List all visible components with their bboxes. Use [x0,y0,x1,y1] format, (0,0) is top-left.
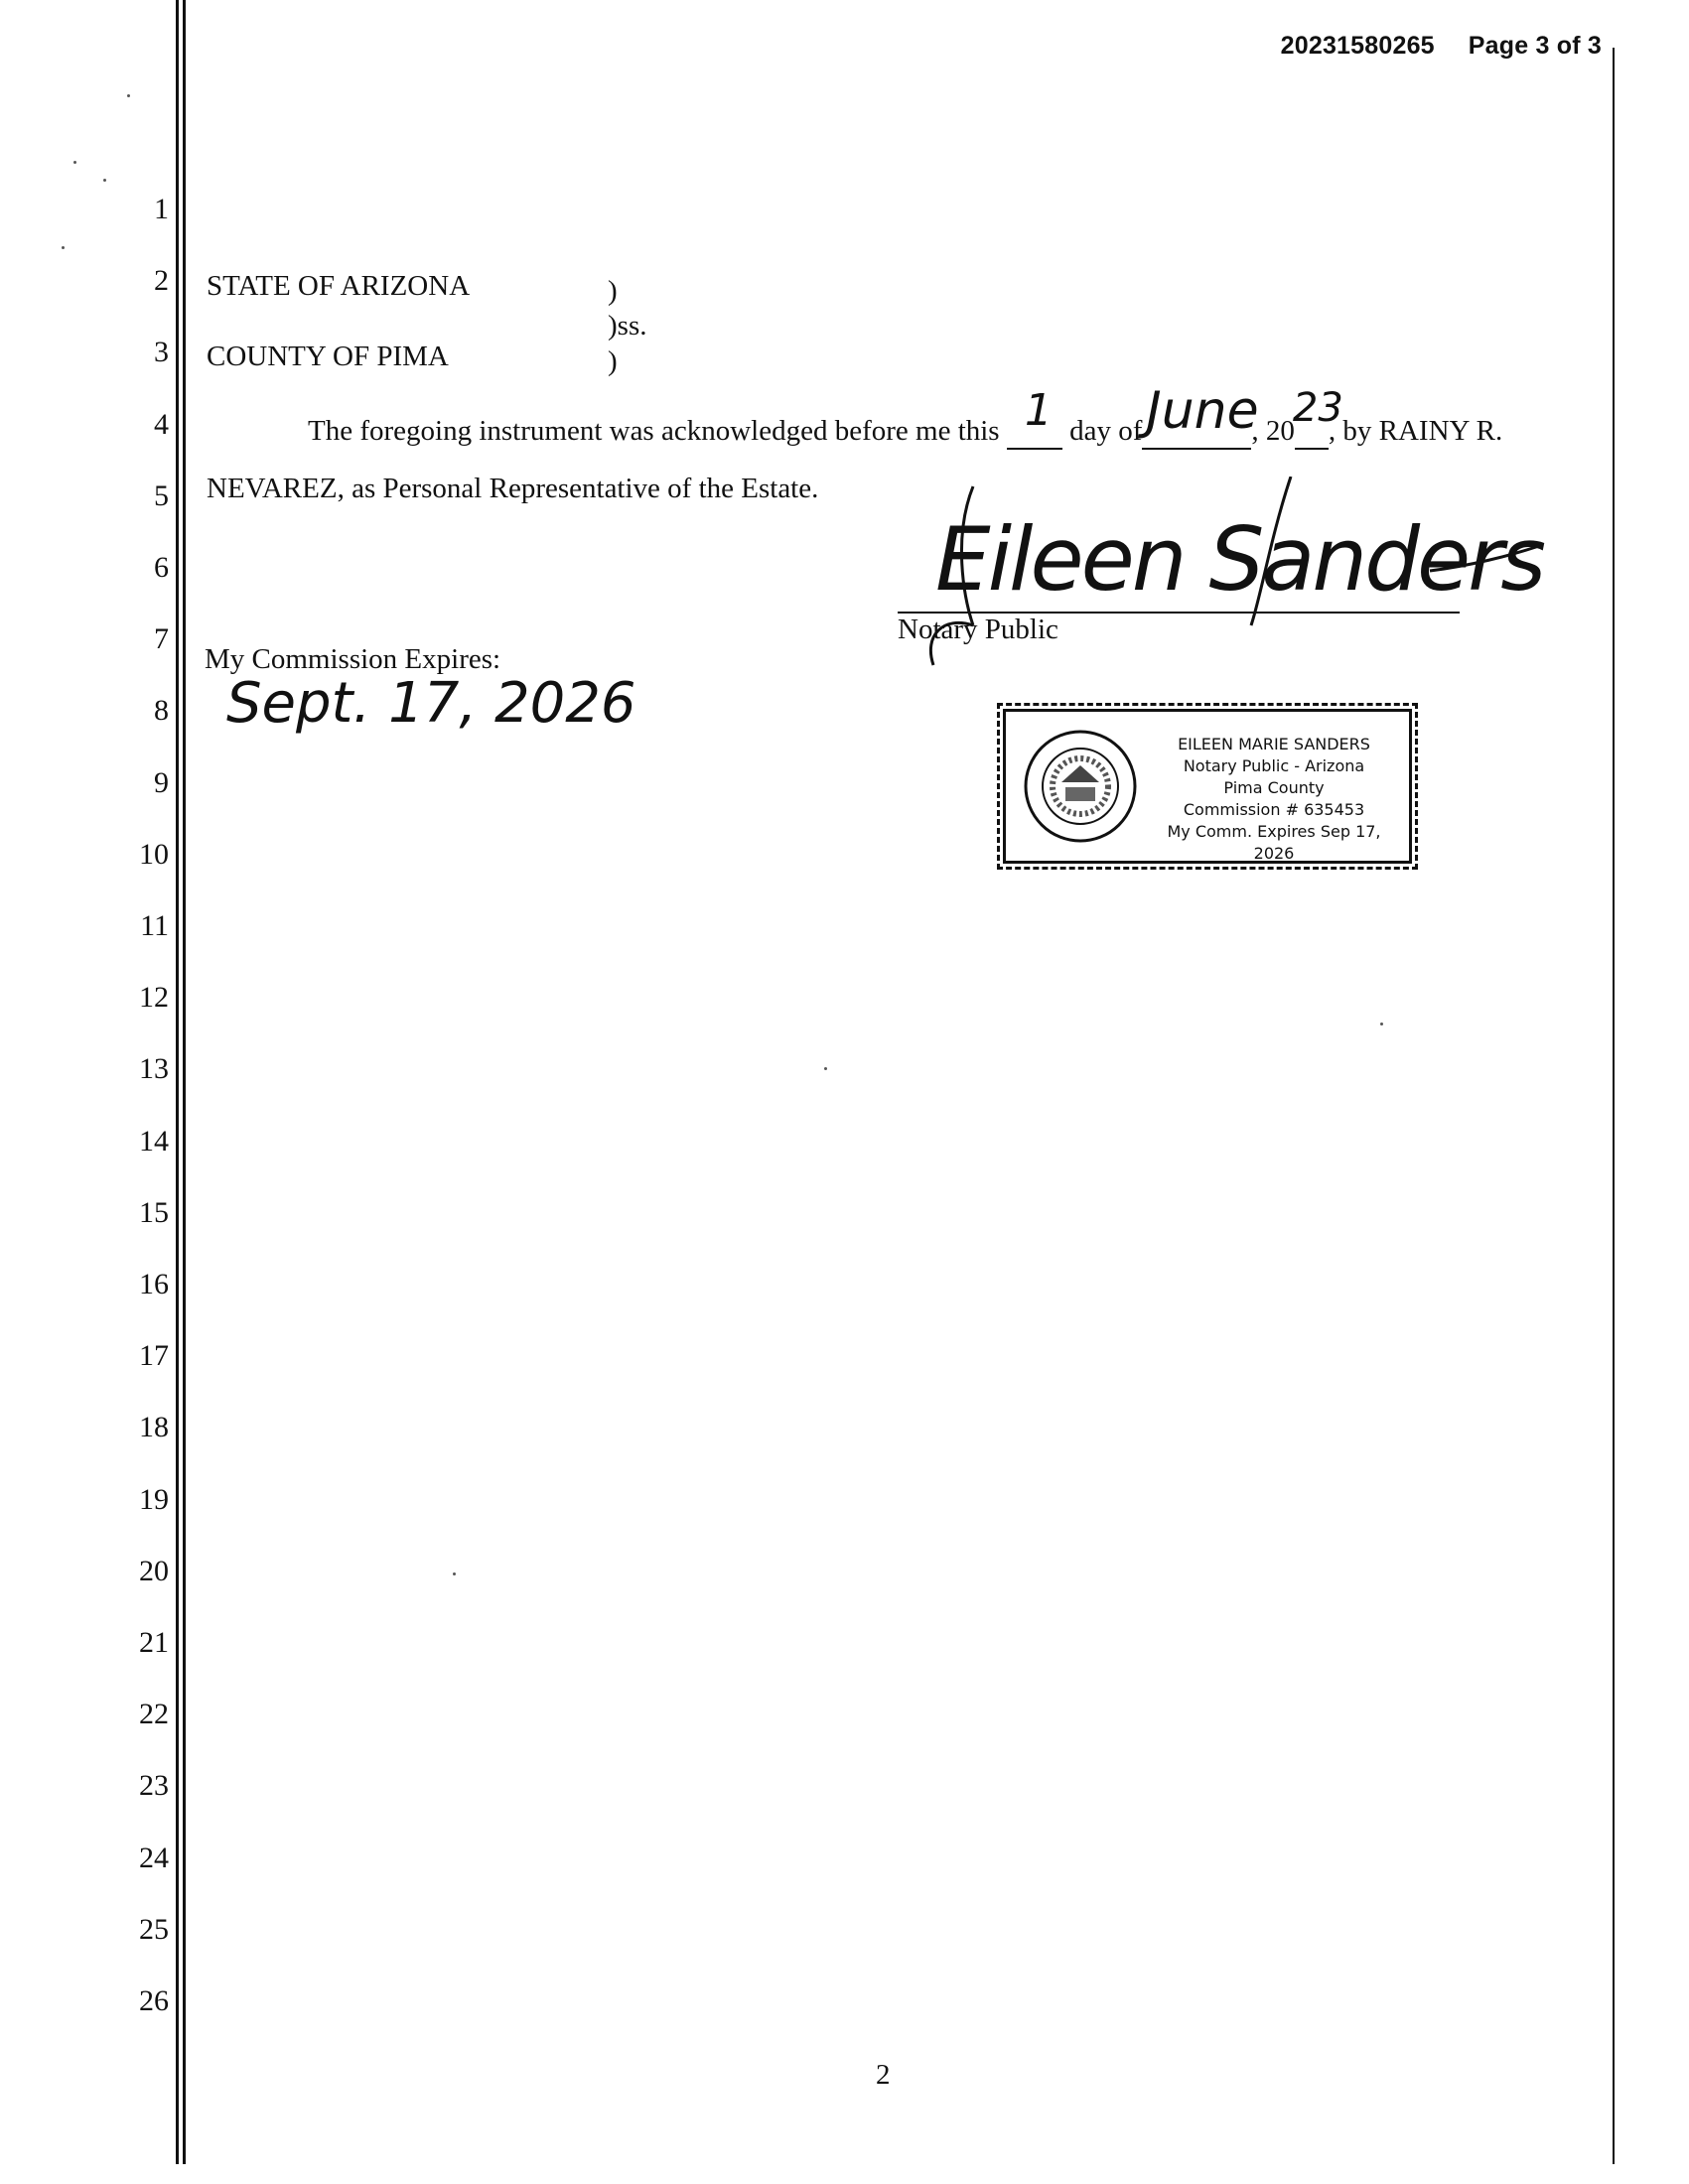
line-number: 11 [140,909,169,942]
line-number: 1 [154,193,169,225]
scan-speck [127,94,130,97]
stamp-expires: My Comm. Expires Sep 17, 2026 [1167,822,1381,863]
left-margin-rule-inner [183,0,186,2164]
venue-paren-ss: )ss. [608,310,647,341]
notary-signature-handwritten: Eileen Sanders [935,508,1544,611]
ack-day-blank [1007,385,1062,450]
line-number: 23 [139,1769,169,1803]
line-number: 16 [139,1268,169,1300]
line-number: 4 [154,407,169,441]
ack-year-prefix: , 20 [1251,415,1295,447]
signature-flourish-svg [914,477,1549,695]
venue-paren-bottom: ) [608,345,618,377]
line-number: 22 [139,1698,169,1731]
ack-month-blank [1142,381,1259,450]
scan-speck [1380,1023,1383,1025]
stamp-county: Pima County [1223,778,1325,797]
ack-text-by: , by RAINY R. [1328,415,1503,447]
stamp-text-block [1145,734,1403,865]
line-number: 3 [154,336,169,369]
right-margin-rule [1613,48,1615,2164]
left-margin-rule-outer [176,0,179,2164]
stamp-commission: Commission # 635453 [1183,800,1365,819]
stamp-name: EILEEN MARIE SANDERS [1178,735,1370,753]
commission-expires-label: My Commission Expires: [205,643,501,675]
stamp-title: Notary Public - Arizona [1183,756,1365,775]
acknowledgment-line-2: NEVAREZ, as Personal Representative of the Estate. [207,473,819,504]
line-number: 12 [139,981,169,1015]
ack-day-handwritten: 1 [1024,385,1053,436]
line-number: 20 [139,1554,169,1587]
line-number: 8 [154,694,169,728]
scan-speck [103,179,106,182]
line-number: 10 [139,837,169,871]
scan-speck [453,1572,456,1575]
line-number: 24 [139,1841,169,1874]
line-number: 2 [154,264,169,298]
line-number: 15 [139,1195,169,1229]
line-number: 18 [139,1411,169,1444]
line-number: 25 [139,1912,169,1946]
page-label: Page 3 of 3 [1468,32,1602,60]
scan-speck [824,1067,827,1070]
venue-state: STATE OF ARIZONA [207,270,471,302]
record-number: 20231580265 [1280,32,1435,60]
footer-page-number: 2 [876,2059,891,2091]
acknowledgment-line-1 [308,381,1503,450]
venue-county: COUNTY OF PIMA [207,341,449,372]
venue-paren-top: ) [608,275,618,307]
line-number: 26 [139,1984,169,2017]
ack-text-day-of: day of [1069,415,1143,447]
recording-header [1281,32,1602,61]
line-number: 6 [154,551,169,584]
ack-text-before-day: The foregoing instrument was acknowledged before me this [308,415,1000,447]
line-number: 5 [154,478,169,512]
ack-year-blank [1292,385,1343,450]
line-number: 17 [139,1339,169,1373]
line-number: 7 [154,622,169,656]
line-number: 21 [139,1626,169,1659]
scan-speck [62,246,65,249]
commission-date-handwritten: Sept. 17, 2026 [226,671,636,736]
line-number: 13 [139,1052,169,1086]
line-number: 19 [139,1482,169,1516]
ack-month-handwritten: June [1146,381,1259,441]
notary-stamp [1003,709,1412,864]
notary-public-label: Notary Public [898,614,1058,645]
scan-speck [73,161,76,164]
line-number: 9 [154,765,169,799]
line-number: 14 [139,1124,169,1158]
state-seal-icon [1022,728,1139,845]
ack-year-handwritten: 23 [1292,385,1343,431]
